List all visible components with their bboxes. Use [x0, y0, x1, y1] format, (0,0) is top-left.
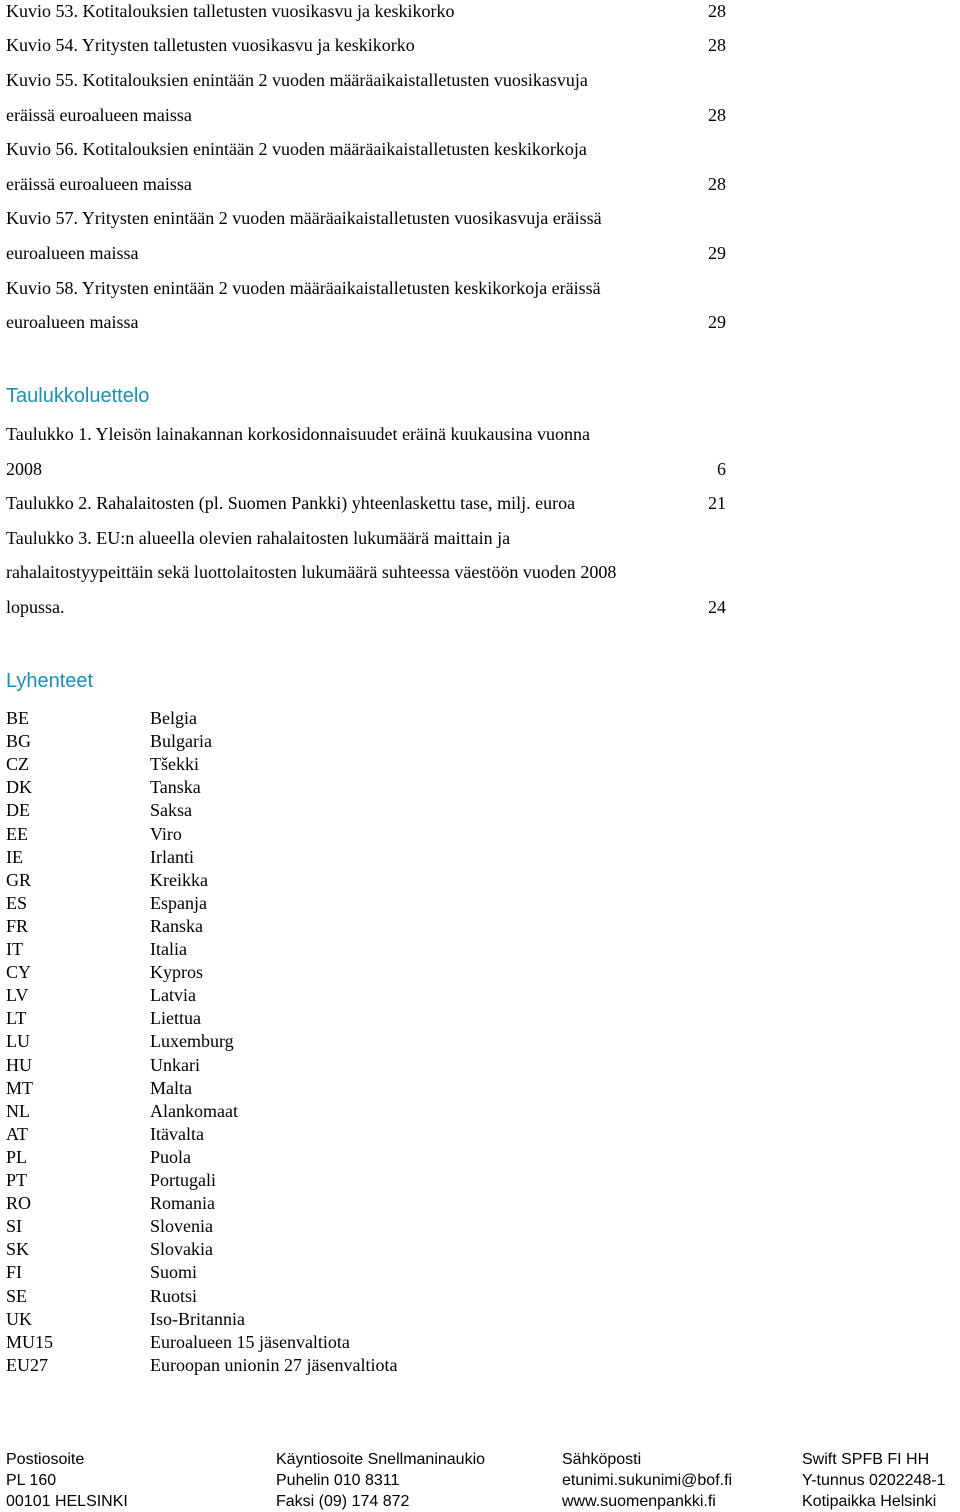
abbreviation-name: Kypros	[150, 962, 203, 982]
abbreviation-code: SK	[6, 1239, 30, 1259]
figure-57-page: 29	[708, 243, 726, 263]
abbreviation-code: BE	[6, 708, 30, 728]
footer-email-link[interactable]: etunimi.sukunimi@bof.fi	[562, 1472, 733, 1489]
abbreviation-name: Itävalta	[150, 1124, 204, 1144]
abbreviation-code: DK	[6, 777, 32, 797]
abbreviation-code: MU15	[6, 1332, 54, 1352]
figure-58-title-cont: euroalueen maissa	[6, 312, 139, 332]
abbreviation-name: Slovenia	[150, 1216, 213, 1236]
abbreviation-code: NL	[6, 1101, 30, 1121]
abbreviation-code: MT	[6, 1078, 33, 1098]
footer-fax: Faksi (09) 174 872	[276, 1493, 410, 1510]
abbreviation-code: IT	[6, 939, 23, 959]
table-1-page: 6	[717, 459, 726, 479]
figure-58-title: Kuvio 58. Yritysten enintään 2 vuoden määräaikaistalletusten keskikorkoja eräissä	[6, 278, 601, 298]
abbreviation-code: SI	[6, 1216, 23, 1236]
abbreviation-code: PT	[6, 1170, 28, 1190]
figure-53-title: Kuvio 53. Kotitalouksien talletusten vuosikasvu ja keskikorko	[6, 1, 455, 21]
footer-phone: Puhelin 010 8311	[276, 1472, 400, 1489]
abbreviation-name: Bulgaria	[150, 731, 212, 751]
abbreviation-code: CZ	[6, 754, 30, 774]
abbreviation-name: Ranska	[150, 916, 203, 936]
table-2-title: Taulukko 2. Rahalaitosten (pl. Suomen Pankki) yhteenlaskettu tase, milj. euroa	[6, 493, 576, 513]
abbreviation-name: Euroopan unionin 27 jäsenvaltiota	[150, 1355, 398, 1375]
figure-55-page: 28	[708, 105, 726, 125]
footer-website-link[interactable]: www.suomenpankki.fi	[562, 1493, 716, 1510]
abbreviation-code: IE	[6, 847, 23, 867]
abbreviation-name: Belgia	[150, 708, 197, 728]
figure-55-title-cont: eräissä euroalueen maissa	[6, 105, 192, 125]
abbreviation-code: CY	[6, 962, 32, 982]
abbreviation-code: BG	[6, 731, 32, 751]
abbreviation-name: Tšekki	[150, 754, 199, 774]
figure-56-title: Kuvio 56. Kotitalouksien enintään 2 vuoden määräaikaistalletusten keskikorkoja	[6, 139, 587, 159]
footer-postal-label: Postiosoite	[6, 1451, 85, 1468]
abbreviation-name: Tanska	[150, 777, 201, 797]
abbreviation-code: FI	[6, 1262, 23, 1282]
footer-business-id: Y-tunnus 0202248-1	[802, 1472, 946, 1489]
figure-54-page: 28	[708, 35, 726, 55]
footer-po-box: PL 160	[6, 1472, 57, 1489]
abbreviation-code: LU	[6, 1031, 30, 1051]
table-3-title: Taulukko 3. EU:n alueella olevien rahalaitosten lukumäärä maittain ja	[6, 528, 511, 548]
abbreviation-name: Saksa	[150, 800, 192, 820]
abbreviation-code: LT	[6, 1008, 27, 1028]
abbreviation-name: Espanja	[150, 893, 207, 913]
abbreviation-name: Romania	[150, 1193, 215, 1213]
abbreviation-code: FR	[6, 916, 29, 936]
abbreviation-code: ES	[6, 893, 28, 913]
abbreviation-name: Puola	[150, 1147, 192, 1167]
figure-54-title: Kuvio 54. Yritysten talletusten vuosikasvu ja keskikorko	[6, 35, 415, 55]
abbreviation-code: SE	[6, 1286, 28, 1306]
abbreviation-name: Euroalueen 15 jäsenvaltiota	[150, 1332, 350, 1352]
figure-56-title-cont: eräissä euroalueen maissa	[6, 174, 192, 194]
table-1-title: Taulukko 1. Yleisön lainakannan korkosidonnaisuudet eräinä kuukausina vuonna	[6, 424, 590, 444]
abbreviation-name: Alankomaat	[150, 1101, 238, 1121]
abbreviation-code: EE	[6, 824, 28, 844]
figure-53-page: 28	[708, 1, 726, 21]
abbreviation-code: HU	[6, 1055, 32, 1075]
figure-57-title: Kuvio 57. Yritysten enintään 2 vuoden määräaikaistalletusten vuosikasvuja eräissä	[6, 208, 602, 228]
abbreviation-name: Kreikka	[150, 870, 208, 890]
abbreviation-name: Ruotsi	[150, 1286, 198, 1306]
footer-postal-city: 00101 HELSINKI	[6, 1493, 128, 1510]
footer-swift: Swift SPFB FI HH	[802, 1451, 930, 1468]
figure-56-page: 28	[708, 174, 726, 194]
footer-domicile: Kotipaikka Helsinki	[802, 1493, 937, 1510]
footer-visiting-address: Käyntiosoite Snellmaninaukio	[276, 1451, 486, 1468]
abbreviation-name: Portugali	[150, 1170, 216, 1190]
abbreviation-name: Slovakia	[150, 1239, 213, 1259]
abbreviation-name: Liettua	[150, 1008, 201, 1028]
abbreviation-code: AT	[6, 1124, 28, 1144]
table-3-page: 24	[708, 597, 726, 617]
footer-email-label: Sähköposti	[562, 1451, 642, 1468]
table-2-page: 21	[708, 493, 726, 513]
figure-58-page: 29	[708, 312, 726, 332]
abbreviation-name: Luxemburg	[150, 1031, 234, 1051]
abbreviation-name: Iso-Britannia	[150, 1309, 245, 1329]
abbreviation-code: UK	[6, 1309, 32, 1329]
abbreviation-name: Italia	[150, 939, 187, 959]
abbreviations-heading: Lyhenteet	[6, 670, 94, 692]
figure-55-title: Kuvio 55. Kotitalouksien enintään 2 vuoden määräaikaistalletusten vuosikasvuja	[6, 70, 588, 90]
abbreviation-code: RO	[6, 1193, 32, 1213]
abbreviation-name: Irlanti	[150, 847, 194, 867]
abbreviation-code: LV	[6, 985, 29, 1005]
table-3-title-cont2: lopussa.	[6, 597, 65, 617]
figure-57-title-cont: euroalueen maissa	[6, 243, 139, 263]
table-1-title-cont: 2008	[6, 459, 42, 479]
abbreviation-name: Unkari	[150, 1055, 200, 1075]
abbreviation-code: PL	[6, 1147, 28, 1167]
abbreviation-code: GR	[6, 870, 32, 890]
abbreviation-code: DE	[6, 800, 30, 820]
table-3-title-cont: rahalaitostyypeittäin sekä luottolaitosten lukumäärä suhteessa väestöön vuoden 2008	[6, 562, 617, 582]
abbreviation-name: Suomi	[150, 1262, 198, 1282]
tables-heading: Taulukkoluettelo	[6, 385, 150, 407]
abbreviation-name: Latvia	[150, 985, 196, 1005]
abbreviation-name: Malta	[150, 1078, 192, 1098]
abbreviation-name: Viro	[150, 824, 182, 844]
abbreviation-code: EU27	[6, 1355, 48, 1375]
